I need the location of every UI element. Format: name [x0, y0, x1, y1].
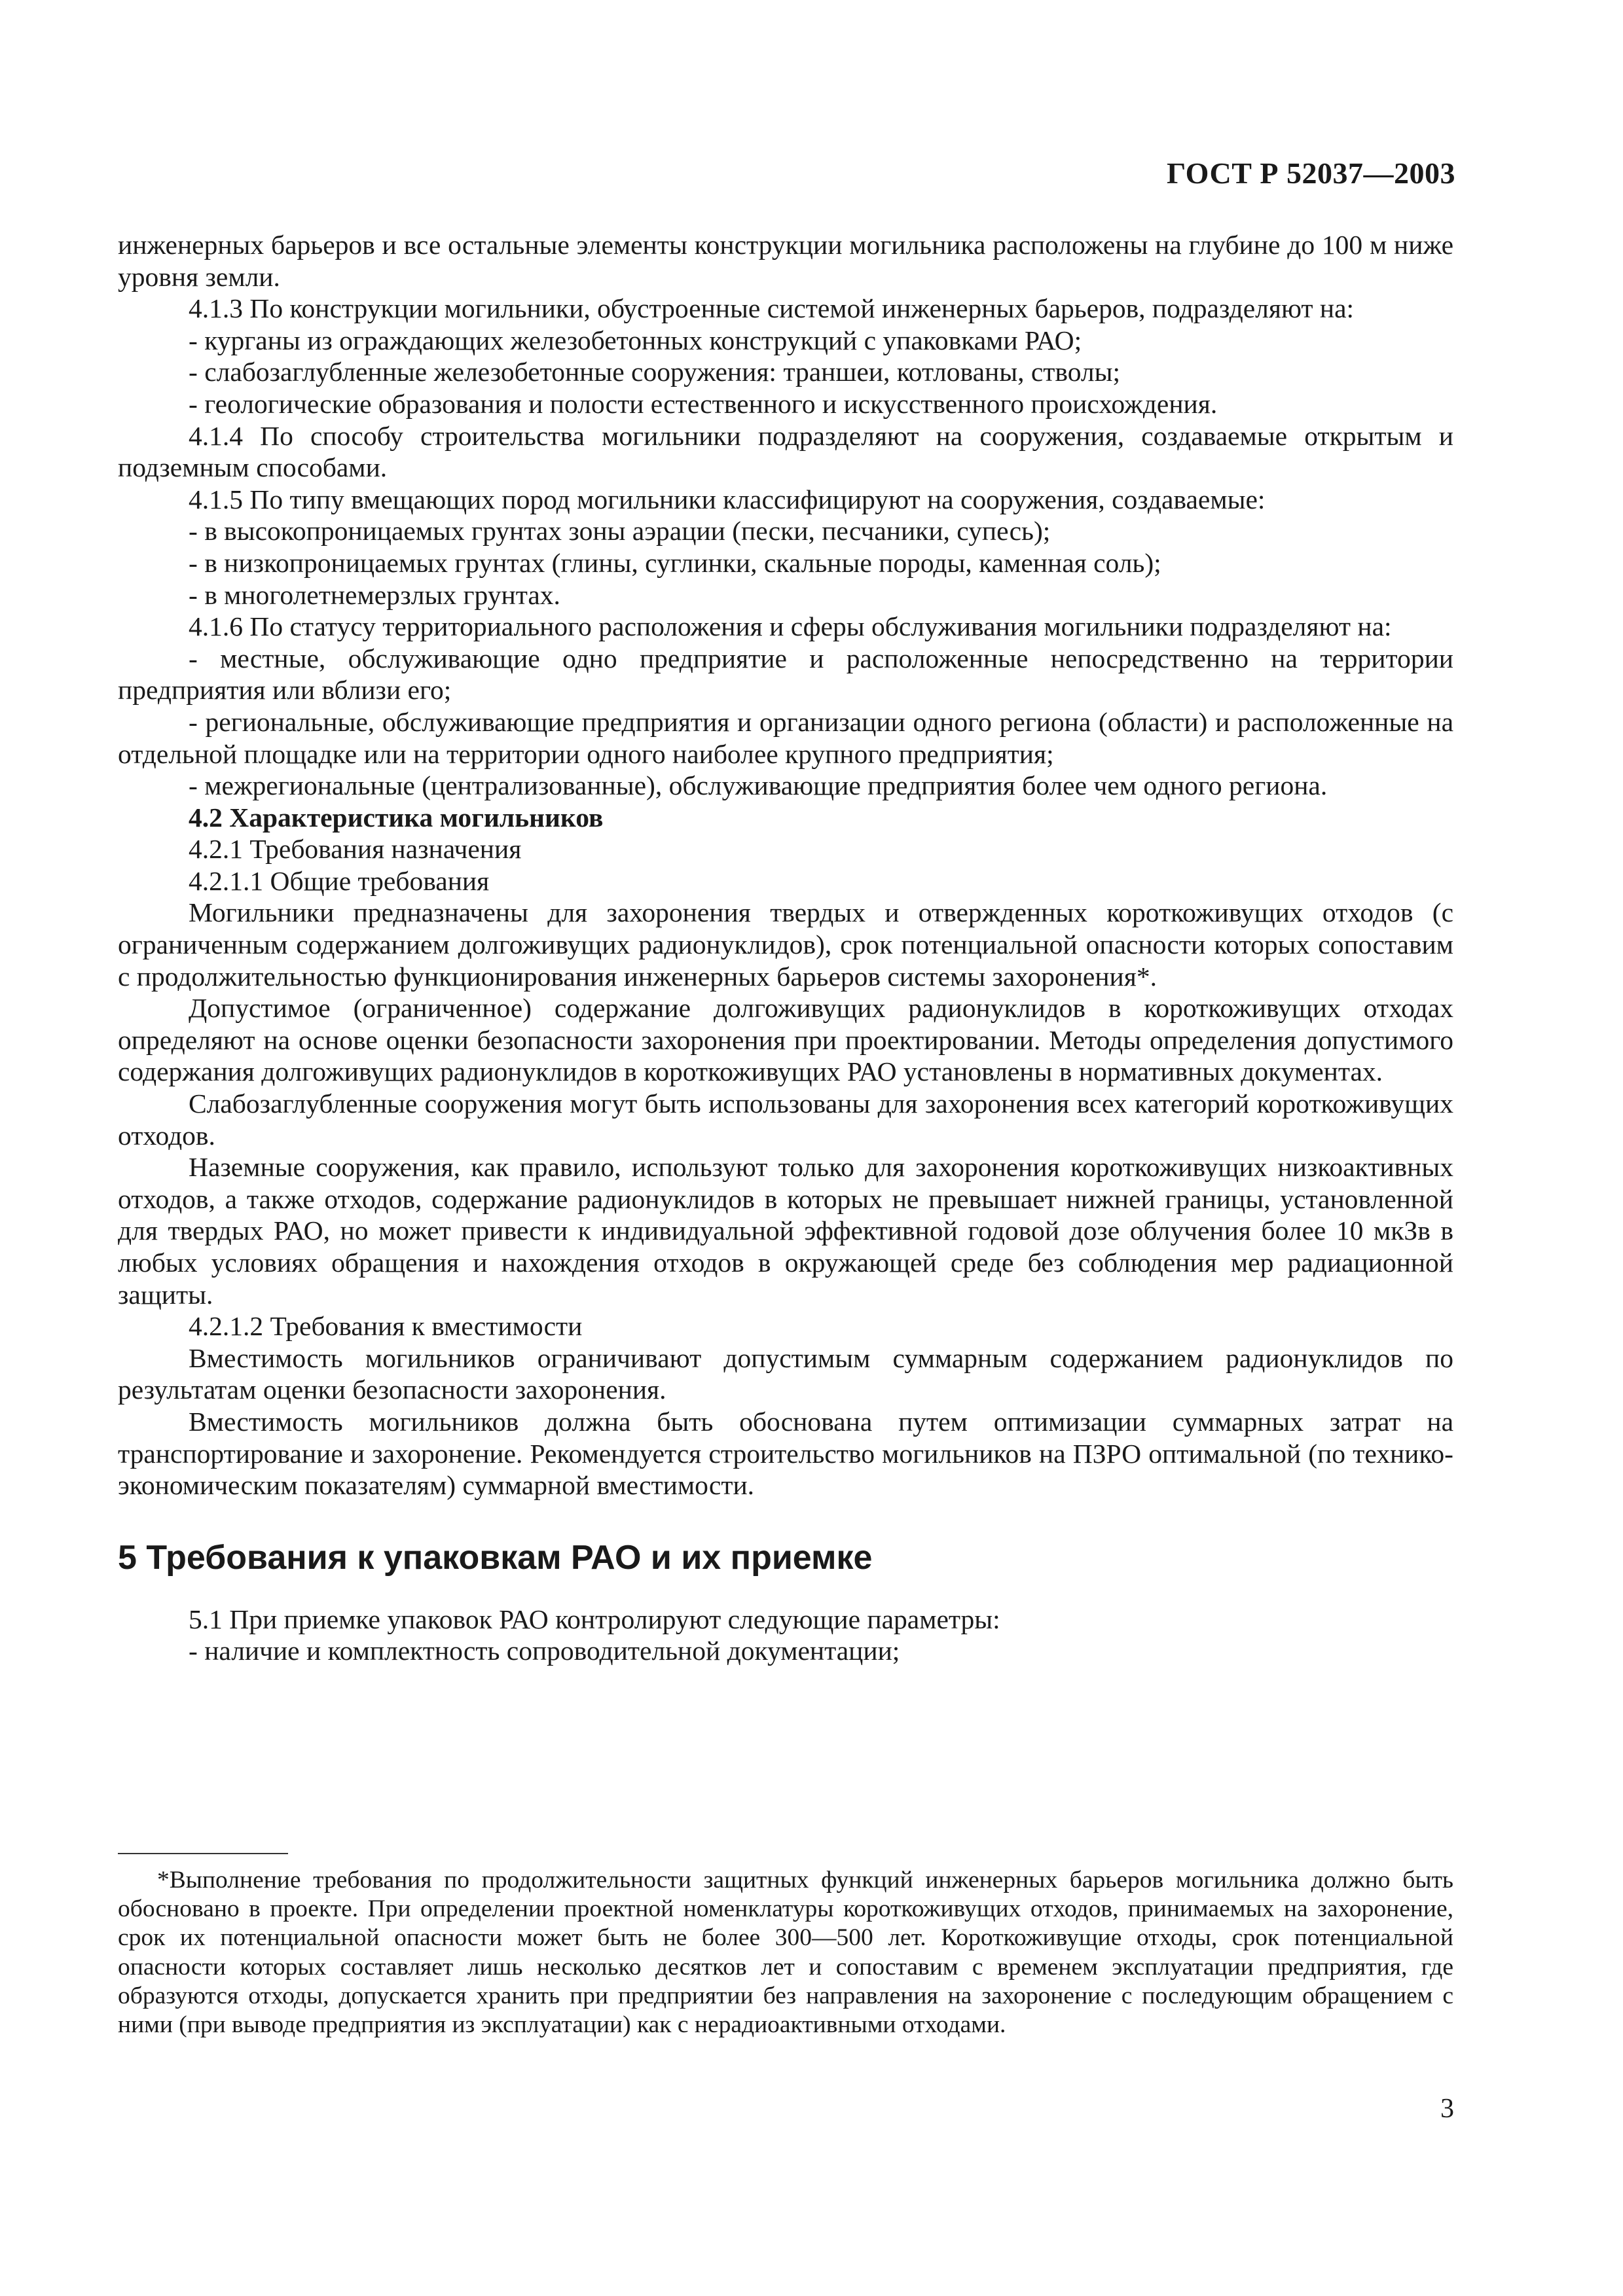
clause-4-2-1-2: 4.2.1.2 Требования к вместимости [189, 1311, 583, 1342]
clause-4-2-1-1: 4.2.1.1 Общие требования [189, 865, 490, 896]
clause-4-2-1: 4.2.1 Требования назначения [189, 834, 522, 865]
list-item: - в высокопроницаемых грунтах зоны аэрации (пески, песчаники, супесь); [189, 516, 1051, 547]
paragraph: Могильники предназначены для захоронения твердых и отвержденных короткоживущих отходов (с ограниченным содержанием долгоживущих радионуклидов), срок потенциальной опасности которых сопоставим с продолжительностью функционирования инженерных барьеров системы захоронения*. [118, 897, 1453, 992]
paragraph: Допустимое (ограниченное) содержание долгоживущих радионуклидов в короткоживущих отходах определяют на основе оценки безопасности захоронения при проектировании. Методы определения допустимого содержания долгоживущих радионуклидов в короткоживущих РАО установлены в нормативных документах. [118, 993, 1453, 1087]
clause-4-1-3: 4.1.3 По конструкции могильники, обустроенные системой инженерных барьеров, подразделяют на: [189, 293, 1355, 324]
page-number: 3 [1440, 2094, 1454, 2124]
footnote-separator [118, 1853, 288, 1854]
clause-4-1-5: 4.1.5 По типу вмещающих пород могильники классифицируют на сооружения, создаваемые: [189, 484, 1266, 514]
paragraph: Слабозаглубленные сооружения могут быть использованы для захоронения всех категорий короткоживущих отходов. [118, 1088, 1453, 1151]
footnote-text: *Выполнение требования по продолжительности защитных функций инженерных барьеров могильника должно быть обосновано в проекте. При определении проектной номенклатуры короткоживущих отходов, принимаемых на захоронение, срок их потенциальной опасности может быть не более 300—500 лет. Короткоживущие отходы, срок потенциальной опасности которых составляет лишь несколько десятков лет и сопоставим с временем эксплуатации предприятия, где образуются отходы, допускается хранить при предприятии без направления на захоронение с последующим обращением с ними (при выводе предприятия из эксплуатации) как с нерадиоактивными отходами. [118, 1867, 1453, 2039]
list-item: - геологические образования и полости естественного и искусственного происхождения. [189, 388, 1218, 419]
section-heading-5: 5 Требования к упаковкам РАО и их приемке [118, 1538, 873, 1577]
list-item: - слабозаглубленные железобетонные сооружения: траншеи, котлованы, стволы; [189, 357, 1121, 387]
standard-number-header: ГОСТ Р 52037—2003 [1167, 156, 1455, 190]
list-item: - курганы из ограждающих железобетонных конструкций с упаковками РАО; [189, 325, 1082, 355]
list-item: - региональные, обслуживающие предприятия и организации одного региона (области) и расположенные на отдельной площадке или на территории одного наиболее крупного предприятия; [118, 706, 1453, 769]
list-item: - местные, обслуживающие одно предприятие и расположенные непосредственно на территории предприятия или вблизи его; [118, 643, 1453, 706]
paragraph: Вместимость могильников ограничивают допустимым суммарным содержанием радионуклидов по результатам оценки безопасности захоронения. [118, 1342, 1453, 1405]
clause-5-1: 5.1 При приемке упаковок РАО контролируют следующие параметры: [189, 1604, 1000, 1634]
section-heading-4-2: 4.2 Характеристика могильников [189, 802, 604, 833]
list-item: - в многолетнемерзлых грунтах. [189, 579, 560, 610]
paragraph-continuation: инженерных барьеров и все остальные элементы конструкции могильника расположены на глубине до 100 м ниже уровня земли. [118, 230, 1453, 292]
clause-4-1-4: 4.1.4 По способу строительства могильники подразделяют на сооружения, создаваемые открытым и подземным способами. [118, 420, 1453, 483]
clause-4-1-6: 4.1.6 По статусу территориального расположения и сферы обслуживания могильники подразделяют на: [189, 611, 1392, 642]
list-item: - межрегиональные (централизованные), обслуживающие предприятия более чем одного региона. [189, 770, 1328, 801]
paragraph: Вместимость могильников должна быть обоснована путем оптимизации суммарных затрат на транспортирование и захоронение. Рекомендуется строительство могильников на ПЗРО оптимальной (по технико-экономическим показателям) суммарной вместимости. [118, 1406, 1453, 1501]
footnote [118, 1866, 1453, 2039]
document-body [118, 229, 1453, 1667]
paragraph: Наземные сооружения, как правило, используют только для захоронения короткоживущих низкоактивных отходов, а также отходов, содержание радионуклидов в которых не превышает нижней границы, установленной для твердых РАО, но может привести к индивидуальной эффективной годовой дозе облучения более 10 мкЗв в любых условиях обращения и нахождения отходов в окружающей среде без соблюдения мер радиационной защиты. [118, 1152, 1453, 1310]
list-item: - наличие и комплектность сопроводительной документации; [189, 1636, 900, 1666]
list-item: - в низкопроницаемых грунтах (глины, суглинки, скальные породы, каменная соль); [189, 547, 1161, 578]
